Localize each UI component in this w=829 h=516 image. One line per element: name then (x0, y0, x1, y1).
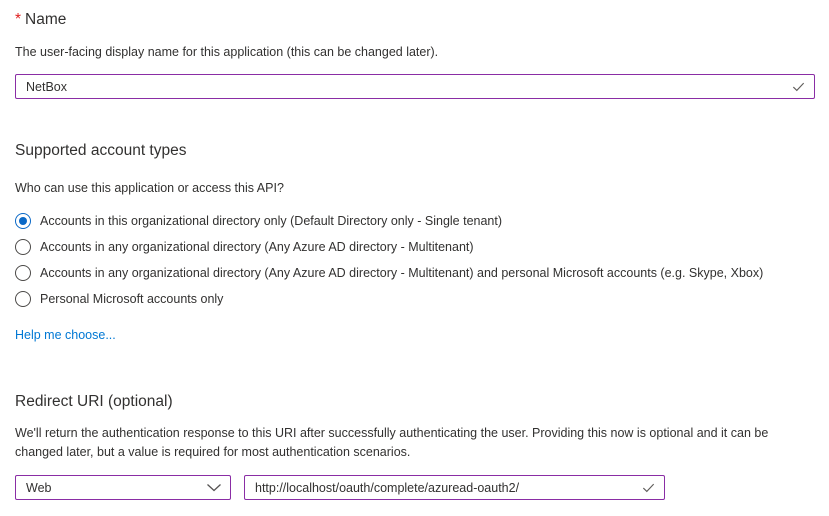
radio-button-icon[interactable] (15, 291, 31, 307)
platform-select-value: Web (26, 480, 52, 495)
name-input-value: NetBox (26, 79, 67, 94)
radio-dot (19, 217, 27, 225)
radio-button-icon[interactable] (15, 213, 31, 229)
name-input[interactable] (15, 74, 815, 99)
redirect-uri-description: We'll return the authentication response to this URI after successfully authenticating the user. Providing this now is optional and it can be changed later, but a value is required for most authentication scenarios. (15, 426, 769, 459)
radio-option-label: Accounts in any organizational directory (Any Azure AD directory - Multitenant) and personal Microsoft accounts (e.g. Skype, Xbox) (40, 266, 764, 280)
name-field-label: Name (25, 11, 67, 28)
radio-option-label: Personal Microsoft accounts only (40, 292, 224, 306)
radio-option-personal-only[interactable] (15, 286, 815, 312)
checkmark-icon (641, 480, 656, 495)
radio-option-label: Accounts in this organizational directory only (Default Directory only - Single tenant) (40, 214, 503, 228)
supported-account-types-heading: Supported account types (15, 142, 187, 159)
name-field-heading (15, 10, 815, 30)
redirect-uri-input[interactable] (244, 475, 665, 500)
redirect-uri-value: http://localhost/oauth/complete/azuread-oauth2/ (255, 480, 520, 495)
required-asterisk: * (15, 11, 22, 28)
radio-option-multitenant-personal[interactable] (15, 260, 815, 286)
platform-select[interactable] (15, 475, 231, 500)
redirect-uri-row (15, 475, 815, 500)
account-type-radio-group (15, 208, 815, 312)
radio-option-multitenant[interactable] (15, 234, 815, 260)
radio-option-label: Accounts in any organizational directory (Any Azure AD directory - Multitenant) (40, 240, 474, 254)
name-field-description: The user-facing display name for this application (this can be changed later). (15, 45, 439, 59)
radio-option-single-tenant[interactable] (15, 208, 815, 234)
redirect-uri-heading: Redirect URI (optional) (15, 393, 173, 410)
radio-button-icon[interactable] (15, 239, 31, 255)
chevron-down-icon (206, 483, 222, 492)
account-types-question: Who can use this application or access this API? (15, 181, 284, 195)
radio-button-icon[interactable] (15, 265, 31, 281)
checkmark-icon (791, 79, 806, 94)
help-me-choose-link[interactable]: Help me choose... (15, 328, 116, 342)
